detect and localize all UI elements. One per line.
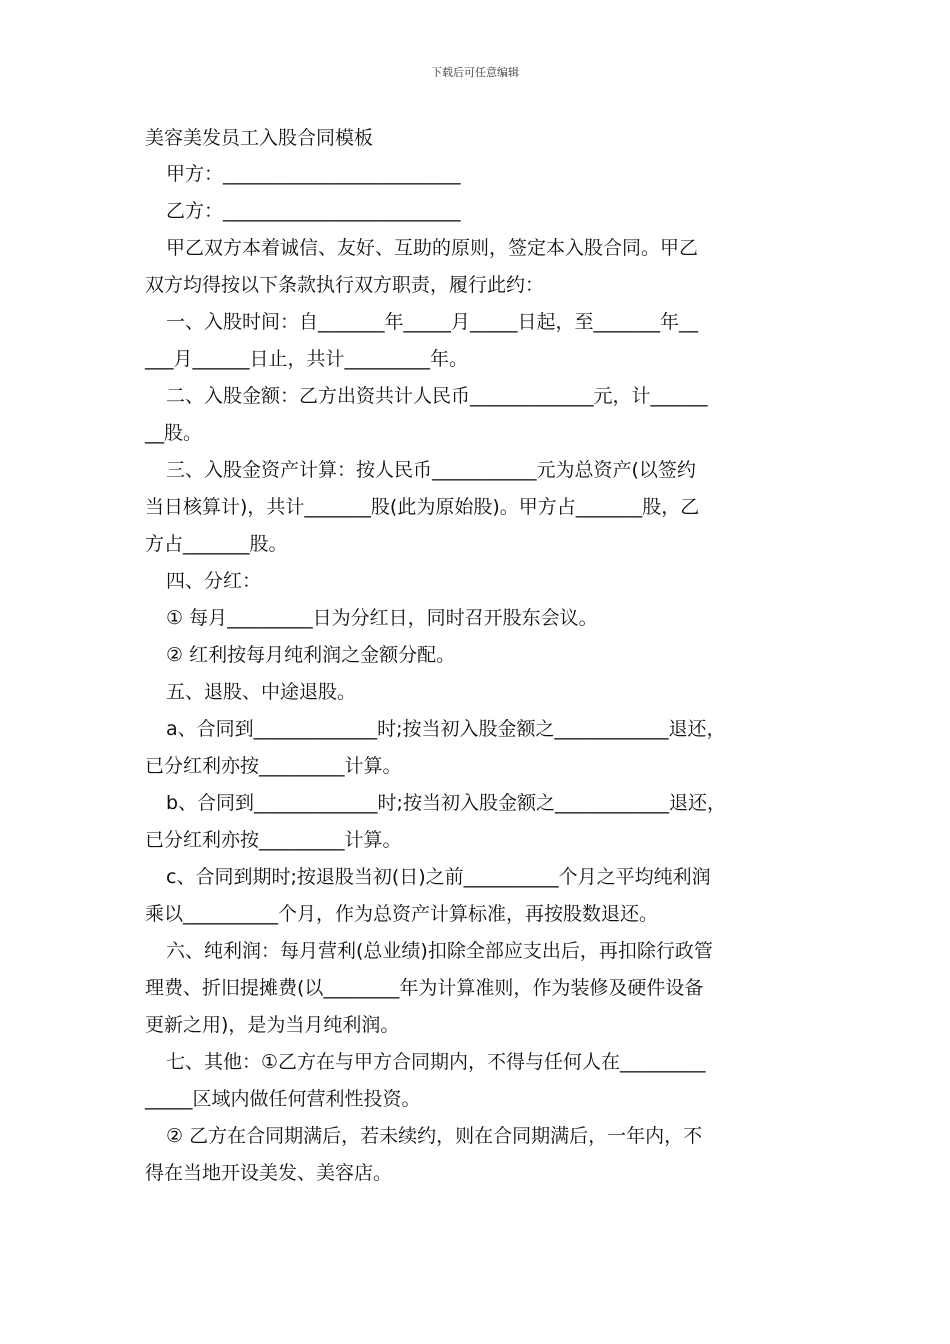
section-heading: 五、退股、中途退股。 — [166, 681, 357, 703]
paragraph-line: 更新之用)，是为当月纯利润。 — [145, 1014, 400, 1036]
document-title: 美容美发员工入股合同模板 — [145, 127, 374, 149]
list-item: a、合同到_____________时;按当初入股金额之____________退还， — [166, 718, 726, 740]
party-a-line: 甲方：_________________________ — [166, 163, 461, 185]
paragraph-line: 已分红利亦按_________计算。 — [145, 829, 402, 851]
list-item: c、合同到期时;按退股当初(日)之前__________个月之平均纯利润 — [166, 866, 711, 888]
list-item: ② 红利按每月纯利润之金额分配。 — [166, 644, 456, 666]
paragraph-line: _____区域内做任何营利性投资。 — [145, 1088, 421, 1110]
paragraph-line: ___月______日止，共计_________年。 — [145, 348, 469, 370]
paragraph-line: 乘以__________个月，作为总资产计算标准，再按股数退还。 — [145, 903, 659, 925]
paragraph-line: 一、入股时间：自_______年_____月_____日起，至_______年__ — [166, 311, 699, 333]
paragraph-line: 得在当地开设美发、美容店。 — [145, 1162, 393, 1184]
paragraph-line: __股。 — [145, 422, 203, 444]
section-heading: 四、分红： — [166, 570, 262, 592]
paragraph-line: 七、其他：①乙方在与甲方合同期内，不得与任何人在_________ — [166, 1051, 706, 1073]
paragraph-line: 方占_______股。 — [145, 533, 288, 555]
contract-document — [145, 120, 810, 1192]
download-note: 下载后可任意编辑 — [431, 66, 519, 79]
list-item: b、合同到_____________时;按当初入股金额之____________退还， — [166, 792, 726, 814]
paragraph-line: 六、纯利润：每月营利(总业绩)扣除全部应支出后，再扣除行政管 — [166, 940, 713, 962]
paragraph-line: 理费、折旧提摊费(以________年为计算准则，作为装修及硬件设备 — [145, 977, 704, 999]
list-item: ① 每月_________日为分红日，同时召开股东会议。 — [166, 607, 598, 629]
paragraph-line: 甲乙双方本着诚信、友好、互助的原则，签定本入股合同。甲乙 — [166, 237, 699, 259]
list-item: ② 乙方在合同期满后，若未续约，则在合同期满后，一年内，不 — [166, 1125, 703, 1147]
paragraph-line: 当日核算计)，共计_______股(此为原始股)。甲方占_______股，乙 — [145, 496, 700, 518]
party-b-line: 乙方：_________________________ — [166, 200, 461, 222]
paragraph-line: 双方均得按以下条款执行双方职责，履行此约： — [145, 274, 545, 296]
paragraph-line: 已分红利亦按_________计算。 — [145, 755, 402, 777]
paragraph-line: 二、入股金额：乙方出资共计人民币_____________元，计______ — [166, 385, 708, 407]
paragraph-line: 三、入股金资产计算：按人民币___________元为总资产(以签约 — [166, 459, 696, 481]
